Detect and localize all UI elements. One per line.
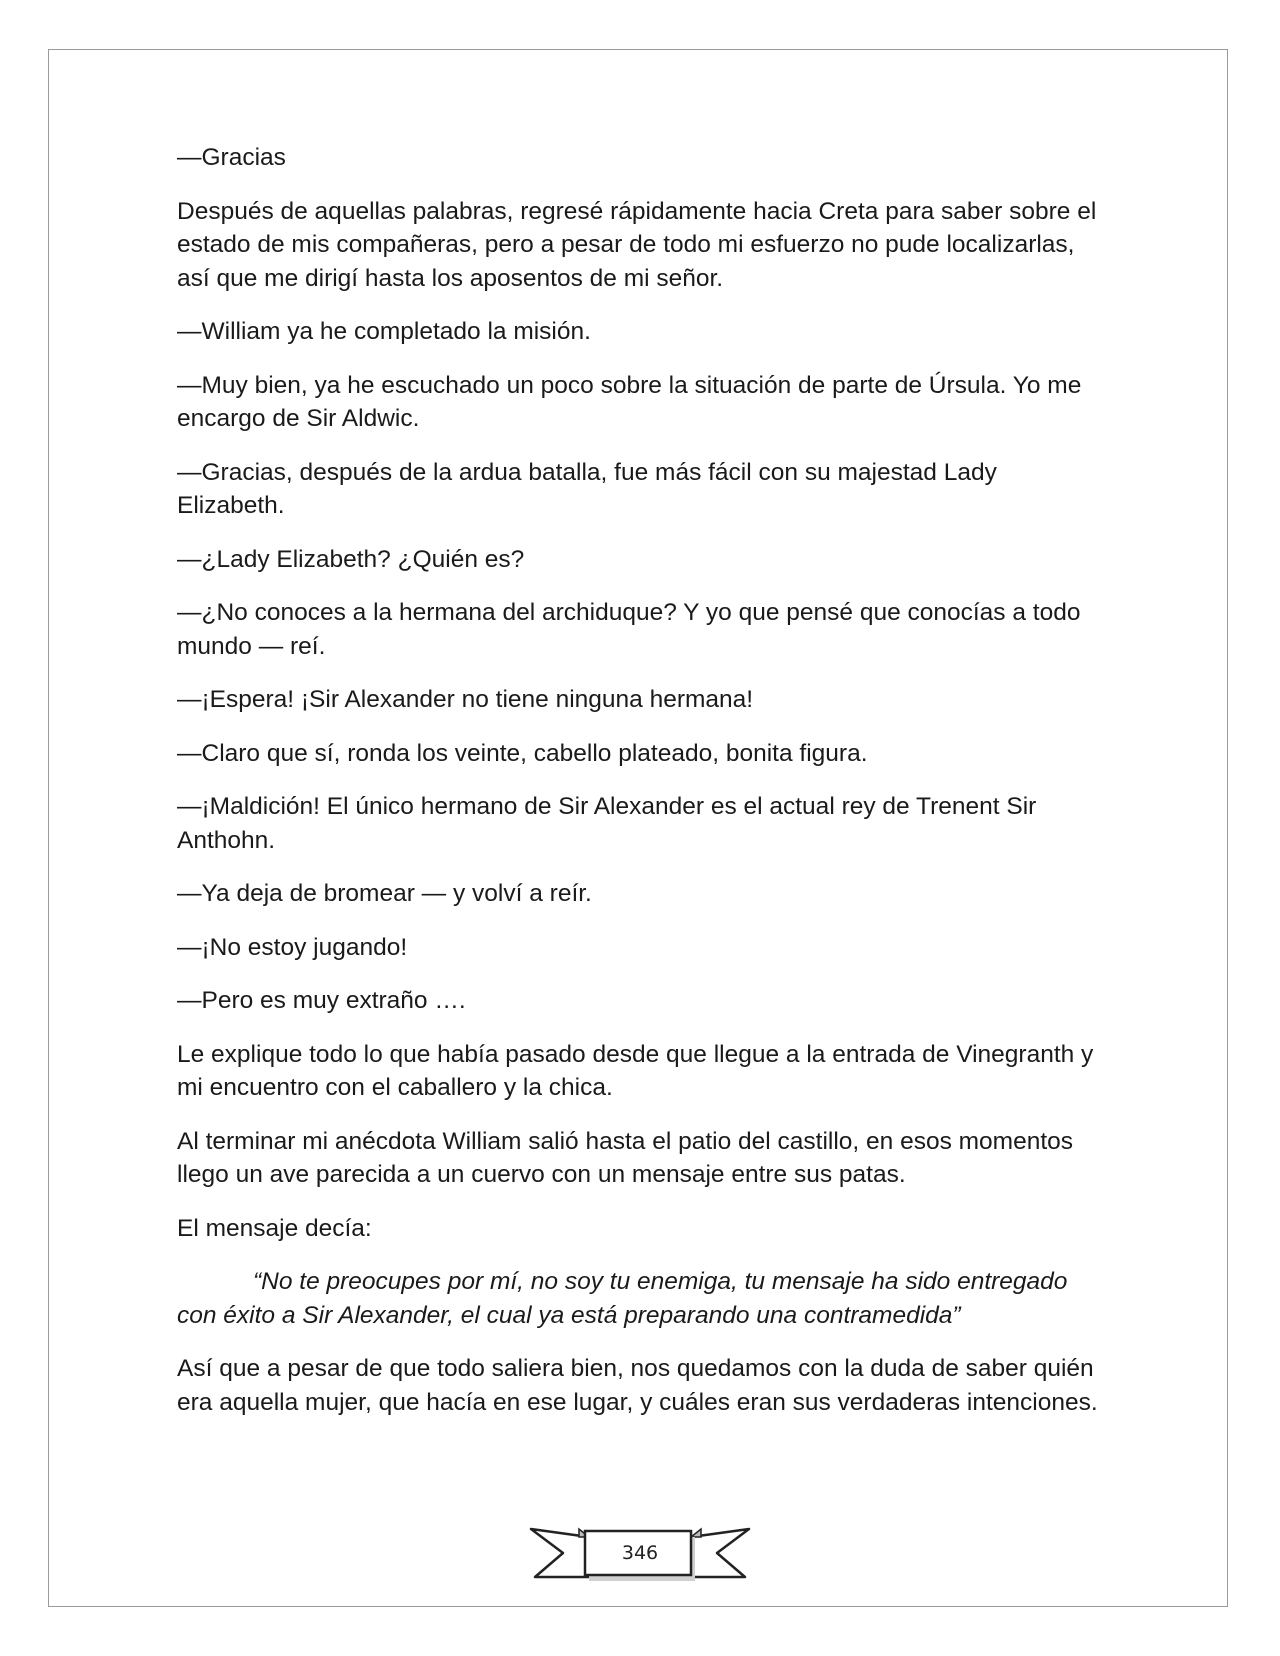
paragraph: —Gracias bbox=[177, 144, 286, 171]
page-number: 346 bbox=[621, 1542, 659, 1564]
paragraph: —Claro que sí, ronda los veinte, cabello plateado, bonita figura. bbox=[177, 739, 868, 767]
paragraph: —Pero es muy extraño …. bbox=[177, 987, 466, 1014]
paragraph: —Gracias, después de la ardua batalla, fue más fácil con su majestad Lady Elizabeth. bbox=[177, 458, 997, 519]
paragraph: —Muy bien, ya he escuchado un poco sobre la situación de parte de Úrsula. Yo me encargo de Sir Aldwic. bbox=[177, 371, 1082, 432]
paragraph: —William ya he completado la misión. bbox=[177, 318, 591, 345]
quoted-message: “No te preocupes por mí, no soy tu enemiga, tu mensaje ha sido entregado con éxito a Sir Alexander, el cual ya está preparando una contramedida” bbox=[177, 1268, 1068, 1329]
paragraph: —¡Maldición! El único hermano de Sir Alexander es el actual rey de Trenent Sir Anthohn. bbox=[177, 793, 1037, 854]
paragraph: Le explique todo lo que había pasado desde que llegue a la entrada de Vinegranth y mi encuentro con el caballero y la chica. bbox=[177, 1040, 1094, 1101]
paragraph: —¿No conoces a la hermana del archiduque? Y yo que pensé que conocías a todo mundo — reí. bbox=[177, 599, 1081, 660]
paragraph: Así que a pesar de que todo saliera bien, nos quedamos con la duda de saber quién era aquella mujer, que hacía en ese lugar, y cuáles eran sus verdaderas intenciones. bbox=[177, 1355, 1098, 1416]
page-number-ribbon bbox=[529, 1515, 751, 1585]
paragraph: —Ya deja de bromear — y volví a reír. bbox=[177, 880, 592, 907]
paragraph: Al terminar mi anécdota William salió hasta el patio del castillo, en esos momentos llego un ave parecida a un cuervo con un mensaje entre sus patas. bbox=[177, 1127, 1074, 1188]
page-body-text bbox=[177, 141, 1101, 1439]
paragraph: —¿Lady Elizabeth? ¿Quién es? bbox=[177, 545, 525, 573]
paragraph: Después de aquellas palabras, regresé rápidamente hacia Creta para saber sobre el estado de mis compañeras, pero a pesar de todo mi esfuerzo no pude localizarlas, así que me dirigí hasta los aposentos de mi señor. bbox=[177, 197, 1097, 292]
paragraph: —¡Espera! ¡Sir Alexander no tiene ninguna hermana! bbox=[177, 686, 754, 713]
paragraph: El mensaje decía: bbox=[177, 1214, 372, 1242]
paragraph: —¡No estoy jugando! bbox=[177, 933, 408, 961]
